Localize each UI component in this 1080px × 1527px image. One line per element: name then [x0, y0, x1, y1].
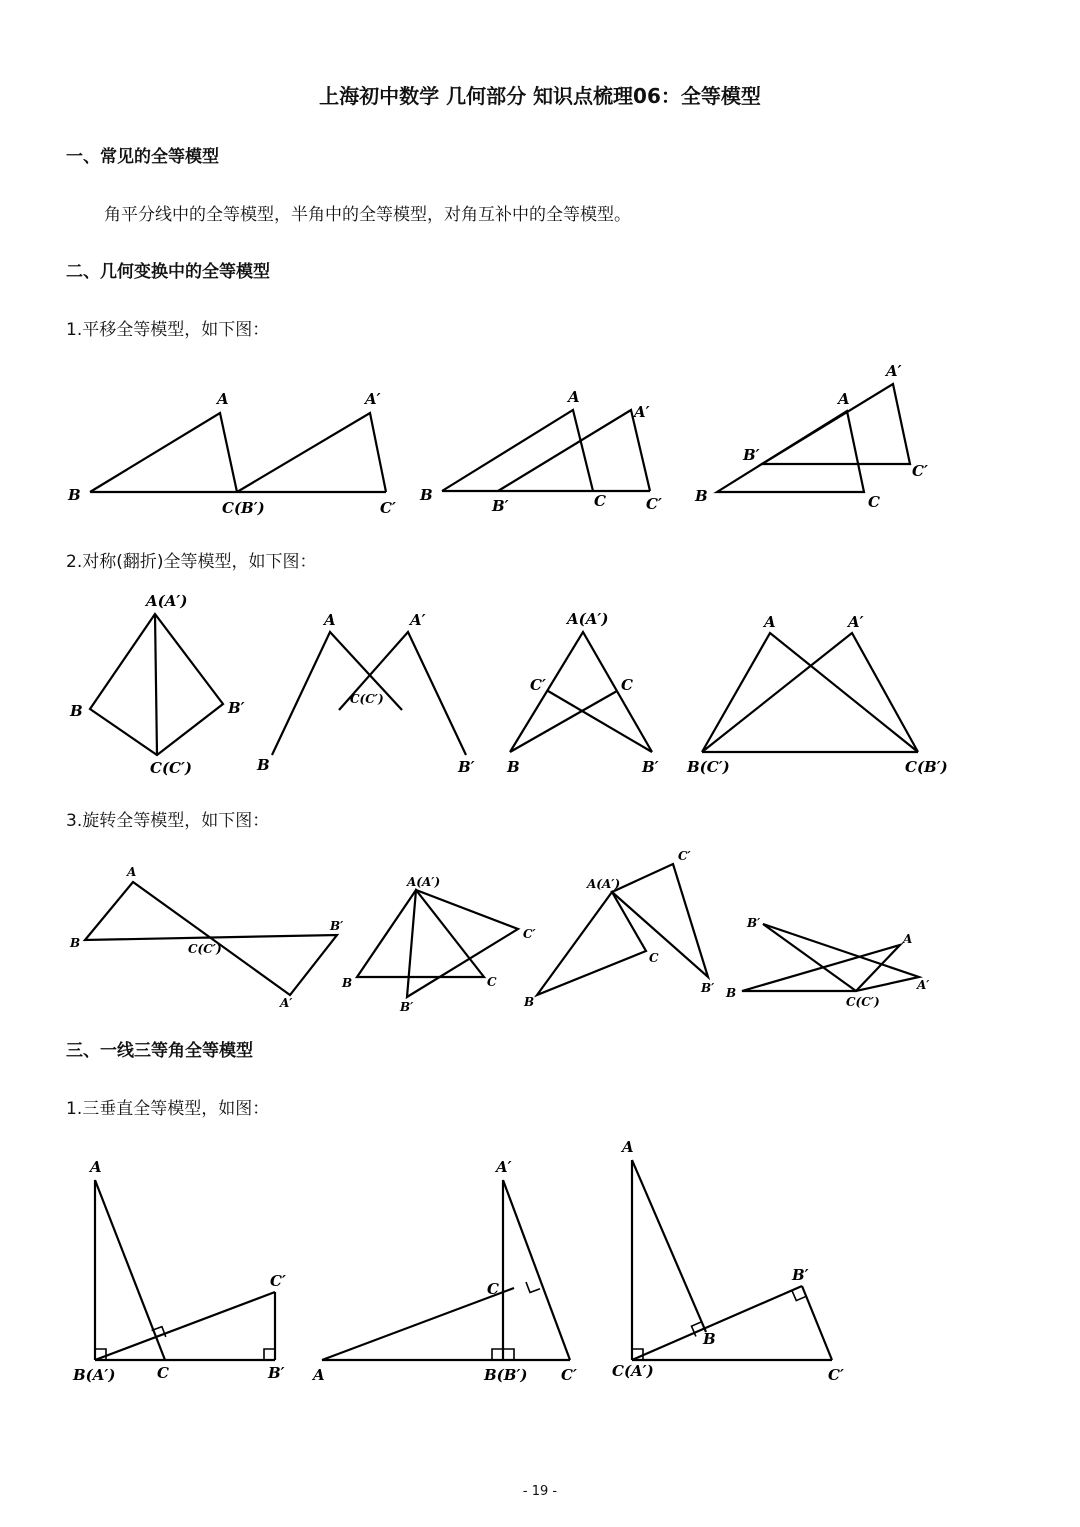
perpendicular-caption: 1.三垂直全等模型，如图：	[66, 1099, 270, 1119]
vertex-label: B′	[228, 699, 245, 717]
vertex-label: C	[649, 951, 659, 965]
vertex-label: A	[127, 865, 137, 879]
reflection-caption: 2.对称(翻折)全等模型，如下图：	[66, 552, 317, 572]
vertex-label: A	[568, 388, 580, 406]
vertex-label: B′	[642, 758, 659, 776]
vertex-label: B′	[492, 497, 509, 515]
geometry-stroke	[802, 1286, 832, 1360]
vertex-label: C	[157, 1364, 169, 1382]
vertex-label: C(C′)	[188, 942, 222, 956]
vertex-label: A′	[848, 613, 864, 631]
vertex-label: B	[420, 486, 433, 504]
perpendicular-figure-2	[311, 1158, 577, 1384]
vertex-label: A(A′)	[587, 877, 621, 891]
section-2-heading: 二、几何变换中的全等模型	[66, 262, 270, 282]
vertex-label: B′	[743, 446, 760, 464]
vertex-label: B(B′)	[484, 1366, 528, 1384]
section-1-text: 角平分线中的全等模型，半角中的全等模型，对角互补中的全等模型。	[104, 205, 631, 225]
vertex-label: A	[764, 613, 776, 631]
vertex-label: C(B′)	[222, 499, 265, 517]
vertex-label: A(A′)	[567, 610, 609, 628]
vertex-label: A	[903, 932, 913, 946]
vertex-label: A(A′)	[407, 875, 441, 889]
vertex-label: B′	[330, 919, 344, 933]
vertex-label: B(A′)	[73, 1366, 116, 1384]
vertex-label: C′	[380, 499, 396, 517]
page-title: 上海初中数学 几何部分 知识点梳理06：全等模型	[319, 84, 761, 108]
vertex-label: A	[324, 611, 336, 629]
vertex-label: B′	[268, 1364, 285, 1382]
vertex-label: B	[524, 995, 535, 1009]
vertex-label: C	[487, 975, 497, 989]
vertex-label: B′	[792, 1266, 809, 1284]
vertex-label: C(C′)	[846, 995, 880, 1009]
vertex-label: B(C′)	[687, 758, 730, 776]
geometry-stroke	[632, 1286, 802, 1360]
geometry-stroke	[526, 1282, 540, 1293]
geometry-stroke	[503, 1180, 570, 1360]
vertex-label: B′	[458, 758, 475, 776]
section-3-heading: 三、一线三等角全等模型	[66, 1041, 253, 1061]
vertex-label: C′	[270, 1272, 286, 1290]
vertex-label: B	[507, 758, 520, 776]
vertex-label: C	[868, 493, 880, 511]
perpendicular-figure-1	[72, 1158, 286, 1384]
vertex-label: C	[594, 492, 606, 510]
vertex-label: A	[90, 1158, 102, 1176]
geometry-stroke	[632, 1160, 706, 1332]
geometry-stroke	[95, 1292, 275, 1360]
vertex-label: A(A′)	[146, 592, 188, 610]
vertex-label: B	[68, 486, 81, 504]
vertex-label: C′	[530, 676, 546, 694]
vertex-label: C′	[523, 927, 536, 941]
vertex-label: C′	[678, 849, 691, 863]
vertex-label: B	[695, 487, 708, 505]
perpendicular-figure-3	[612, 1138, 844, 1384]
vertex-label: B	[703, 1330, 716, 1348]
vertex-label: A	[313, 1366, 325, 1384]
vertex-label: C(C′)	[150, 759, 193, 777]
vertex-label: A	[622, 1138, 634, 1156]
geometry-stroke	[264, 1349, 275, 1360]
vertex-label: B	[70, 936, 81, 950]
vertex-label: C′	[646, 495, 662, 513]
vertex-label: B	[257, 756, 270, 774]
vertex-label: B′	[747, 916, 761, 930]
vertex-label: A′	[886, 362, 902, 380]
vertex-label: C	[487, 1280, 499, 1298]
vertex-label: B	[342, 976, 353, 990]
rotation-caption: 3.旋转全等模型，如下图：	[66, 811, 270, 831]
vertex-label: A	[217, 390, 229, 408]
vertex-label: A′	[496, 1158, 512, 1176]
section-1-heading: 一、常见的全等模型	[66, 147, 219, 167]
vertex-label: A′	[365, 390, 381, 408]
geometry-stroke	[322, 1288, 514, 1360]
vertex-label: C(B′)	[905, 758, 948, 776]
vertex-label: C	[621, 676, 633, 694]
vertex-label: C(C′)	[350, 692, 384, 706]
vertex-label: C′	[561, 1366, 577, 1384]
vertex-label: B	[726, 986, 737, 1000]
page-number: - 19 -	[522, 1484, 558, 1499]
vertex-label: A′	[410, 611, 426, 629]
vertex-label: B	[70, 702, 83, 720]
vertex-label: C(A′)	[612, 1362, 654, 1380]
vertex-label: B′	[701, 981, 715, 995]
geometry-stroke	[95, 1180, 165, 1360]
translation-caption: 1.平移全等模型，如下图：	[66, 320, 270, 340]
vertex-label: A	[838, 390, 850, 408]
vertex-label: C′	[912, 462, 928, 480]
vertex-label: A′	[634, 403, 650, 421]
vertex-label: A′	[280, 996, 293, 1010]
vertex-label: B′	[400, 1000, 414, 1014]
vertex-label: A′	[917, 978, 930, 992]
vertex-label: C′	[828, 1366, 844, 1384]
